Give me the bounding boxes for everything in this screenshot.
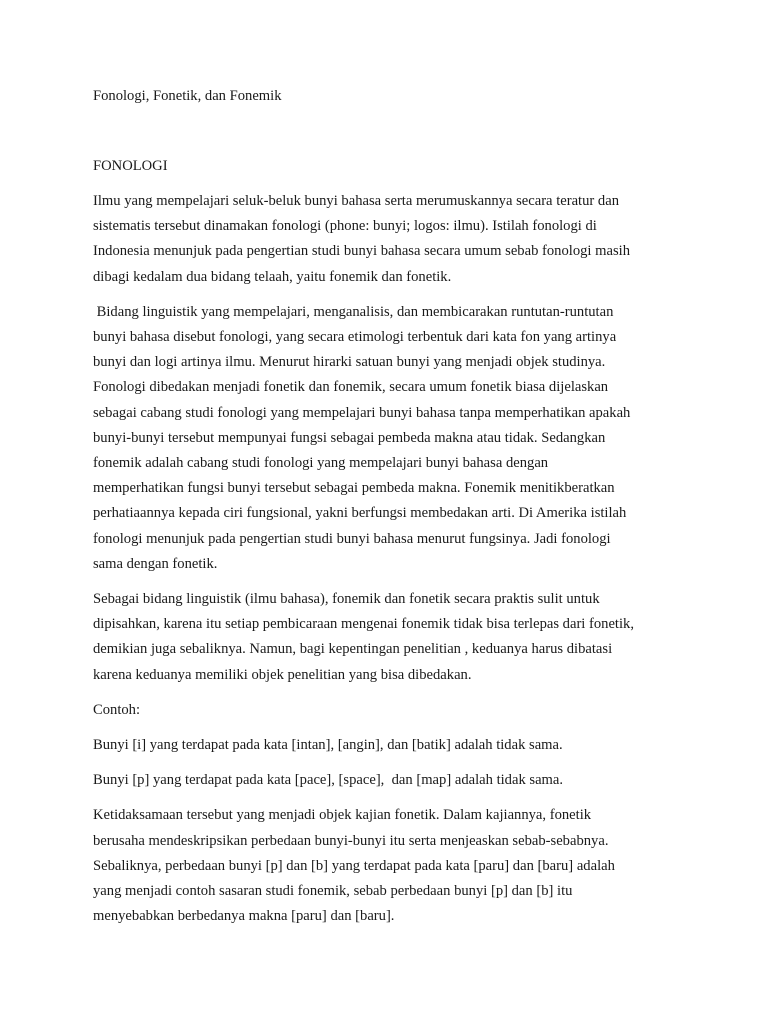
paragraph-line: Ilmu yang mempelajari seluk-beluk bunyi bahasa serta merumuskannya secara teratur dan [93, 193, 619, 209]
paragraph-line: Bunyi [i] yang terdapat pada kata [intan], [angin], dan [batik] adalah tidak sama. [93, 737, 563, 754]
paragraph-line: Bidang linguistik yang mempelajari, menganalisis, dan membicarakan runtutan-runtutan [93, 303, 614, 320]
body-paragraph [93, 189, 683, 290]
document-content [93, 84, 683, 929]
body-paragraph [93, 733, 683, 758]
paragraph-line: berusaha mendeskripsikan perbedaan bunyi-bunyi itu serta menjeaskan sebab-sebabnya. [93, 832, 609, 849]
paragraph-line: sama dengan fonetik. [93, 555, 218, 572]
document-title: Fonologi, Fonetik, dan Fonemik [93, 88, 282, 104]
body-paragraph [93, 768, 683, 793]
body-paragraph [93, 698, 683, 723]
paragraph-line: Sebagai bidang linguistik (ilmu bahasa), fonemik dan fonetik secara praktis sulit untuk [93, 591, 600, 608]
paragraph-line: sebagai cabang studi fonologi yang mempelajari bunyi bahasa tanpa memperhatikan apakah [93, 404, 631, 421]
paragraph-line: Indonesia menunjuk pada pengertian studi bunyi bahasa secara umum sebab fonologi masih [93, 243, 630, 260]
body-paragraph [93, 803, 683, 929]
section-heading-fonologi: FONOLOGI [93, 158, 168, 174]
paragraph-line: Ketidaksamaan tersebut yang menjadi objek kajian fonetik. Dalam kajiannya, fonetik [93, 807, 592, 824]
body-paragraph [93, 300, 683, 577]
paragraph-line: menyebabkan berbedanya makna [paru] dan [baru]. [93, 908, 395, 925]
paragraph-line: Sebaliknya, perbedaan bunyi [p] dan [b] yang terdapat pada kata [paru] dan [baru] adalah [93, 857, 615, 874]
paragraph-line: karena keduanya memiliki objek penelitian yang bisa dibedakan. [93, 666, 472, 683]
paragraph-line: Fonologi dibedakan menjadi fonetik dan fonemik, secara umum fonetik biasa dijelaskan [93, 379, 609, 396]
paragraph-line: fonologi menunjuk pada pengertian studi bunyi bahasa menurut fungsinya. Jadi fonologi [93, 530, 611, 547]
paragraph-line: demikian juga sebaliknya. Namun, bagi kepentingan penelitian , keduanya harus dibatasi [93, 641, 613, 658]
paragraph-line: Contoh: [93, 701, 141, 718]
body-paragraph [93, 587, 683, 688]
paragraph-line: memperhatikan fungsi bunyi tersebut sebagai pembeda makna. Fonemik menitikberatkan [93, 480, 615, 497]
paragraph-line: bunyi dan logi artinya ilmu. Menurut hirarki satuan bunyi yang menjadi objek studinya. [93, 354, 606, 371]
paragraph-line: yang menjadi contoh sasaran studi fonemik, sebab perbedaan bunyi [p] dan [b] itu [93, 883, 573, 900]
paragraph-line: fonemik adalah cabang studi fonologi yang mempelajari bunyi bahasa dengan [93, 455, 549, 472]
paragraph-line: dipisahkan, karena itu setiap pembicaraan mengenai fonemik tidak bisa terlepas dari fonetik, [93, 616, 634, 633]
paragraph-line: dibagi kedalam dua bidang telaah, yaitu fonemik dan fonetik. [93, 268, 452, 285]
paragraph-line: Bunyi [p] yang terdapat pada kata [pace], [space], dan [map] adalah tidak sama. [93, 772, 564, 789]
paragraph-line: perhatiaannya kepada ciri fungsional, yakni berfungsi membedakan arti. Di Amerika istilah [93, 505, 627, 522]
paragraph-line: bunyi bahasa disebut fonologi, yang secara etimologi terbentuk dari kata fon yang artinya [93, 329, 617, 346]
paragraph-line: bunyi-bunyi tersebut mempunyai fungsi sebagai pembeda makna atau tidak. Sedangkan [93, 429, 606, 446]
paragraph-line: sistematis tersebut dinamakan fonologi (phone: bunyi; logos: ilmu). Istilah fonologi di [93, 218, 597, 235]
paragraph-list [93, 189, 683, 929]
